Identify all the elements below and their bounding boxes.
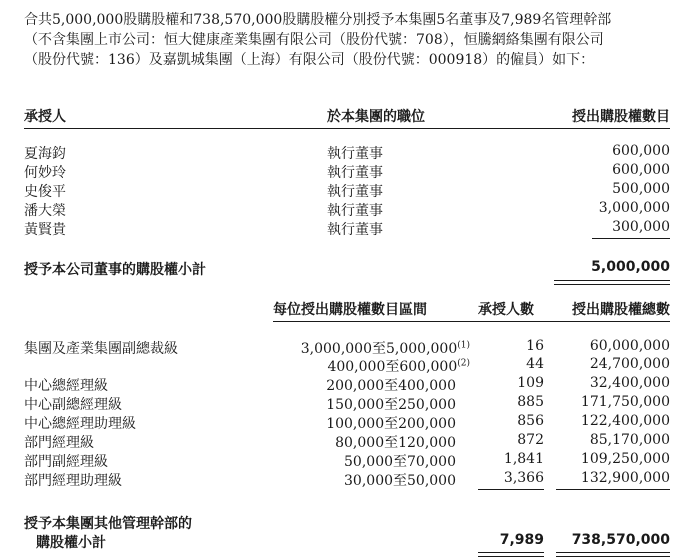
level-name: 部門經理助理級: [24, 473, 122, 489]
range-value: 50,000至70,000: [344, 454, 456, 470]
director-name: 史俊平: [24, 184, 66, 200]
level-name: 中心副總經理級: [24, 397, 122, 413]
level-name: 部門經理級: [24, 435, 94, 451]
range-value: 100,000至200,000: [326, 416, 456, 432]
directors-subtotal-double-rule: [554, 280, 670, 285]
range-value: 3,000,000至5,000,000$^{(1)}$: [300, 340, 470, 357]
director-position: 執行董事: [327, 184, 383, 200]
range-value: 200,000至400,000: [326, 378, 456, 394]
intro-paragraph: [24, 10, 674, 70]
options-total: 132,900,000: [580, 470, 670, 486]
header-total: 授出購股權總數: [572, 302, 670, 318]
header-position: 於本集團的職位: [327, 109, 425, 125]
director-name: 黃賢貴: [24, 222, 66, 238]
level-name: 集團及產業集團副總裁級: [24, 341, 178, 357]
director-position: 執行董事: [327, 146, 383, 162]
header-options: 授出購股權數目: [572, 109, 670, 125]
director-options: 300,000: [612, 219, 670, 235]
intro-line-1: 合共5,000,000股購股權和738,570,000股購股權分別授予本集團5名董事及7,989名管理幹部: [24, 12, 612, 28]
director-options: 500,000: [612, 181, 670, 197]
management-subtotal-label-1: 授予本集團其他管理幹部的: [24, 516, 192, 532]
grantees-count: 3,366: [503, 470, 544, 486]
grantees-sum-rule: [478, 489, 544, 490]
grantees-count: 109: [517, 375, 544, 391]
director-position: 執行董事: [327, 165, 383, 181]
options-total: 109,250,000: [580, 451, 670, 467]
total-sum-rule: [556, 489, 670, 490]
grantees-count: 885: [517, 394, 544, 410]
grantees-count: 872: [517, 432, 544, 448]
level-name: 中心總經理級: [24, 378, 108, 394]
range-value: 80,000至120,000: [335, 435, 456, 451]
grantees-count: 16: [526, 338, 544, 354]
footnote-marker: (1): [457, 340, 470, 351]
header-grantees: 承授人數: [478, 302, 534, 318]
director-name: 潘大榮: [24, 203, 66, 219]
grantees-count: 1,841: [503, 451, 544, 467]
options-total: 60,000,000: [589, 338, 670, 354]
options-total: 32,400,000: [589, 375, 670, 391]
grantees-subtotal-double-rule: [478, 552, 544, 557]
director-name: 何妙玲: [24, 165, 66, 181]
directors-subtotal-label: 授予本公司董事的購股權小計: [24, 262, 206, 278]
management-subtotal-label-2: 購股權小計: [36, 535, 106, 551]
director-options: 600,000: [612, 143, 670, 159]
options-total: 85,170,000: [589, 432, 670, 448]
options-total: 171,750,000: [580, 394, 670, 410]
director-name: 夏海鈞: [24, 146, 66, 162]
director-options: 3,000,000: [598, 200, 670, 216]
range-value: 400,000至600,000$^{(2)}$: [327, 358, 470, 375]
directors-subtotal-value: 5,000,000: [591, 259, 670, 275]
range-value: 150,000至250,000: [326, 397, 456, 413]
options-total: 24,700,000: [589, 356, 670, 372]
intro-line-3: （股份代號：136）及嘉凱城集團（上海）有限公司（股份代號：000918）的僱員）如下：: [24, 52, 595, 68]
level-name: 中心總經理助理級: [24, 416, 136, 432]
director-position: 執行董事: [327, 203, 383, 219]
management-subtotal-total: 738,570,000: [571, 532, 670, 548]
range-value: 30,000至50,000: [344, 473, 456, 489]
management-subtotal-grantees: 7,989: [499, 532, 544, 548]
header-grantee: 承授人: [24, 109, 66, 125]
grantees-count: 856: [517, 413, 544, 429]
footnote-marker: (2): [457, 358, 470, 369]
directors-sum-rule: [592, 238, 670, 239]
intro-line-2: （不含集團上市公司：恒大健康產業集團有限公司（股份代號：708），恒騰網絡集團有限公司: [24, 32, 604, 48]
management-header-rule: [273, 321, 670, 322]
options-total: 122,400,000: [580, 413, 670, 429]
director-options: 600,000: [612, 162, 670, 178]
level-name: 部門副經理級: [24, 454, 108, 470]
director-position: 執行董事: [327, 222, 383, 238]
header-rule: [24, 128, 670, 129]
total-subtotal-double-rule: [556, 552, 670, 557]
grantees-count: 44: [526, 356, 544, 372]
header-range: 每位授出購股權數目區間: [273, 302, 427, 318]
